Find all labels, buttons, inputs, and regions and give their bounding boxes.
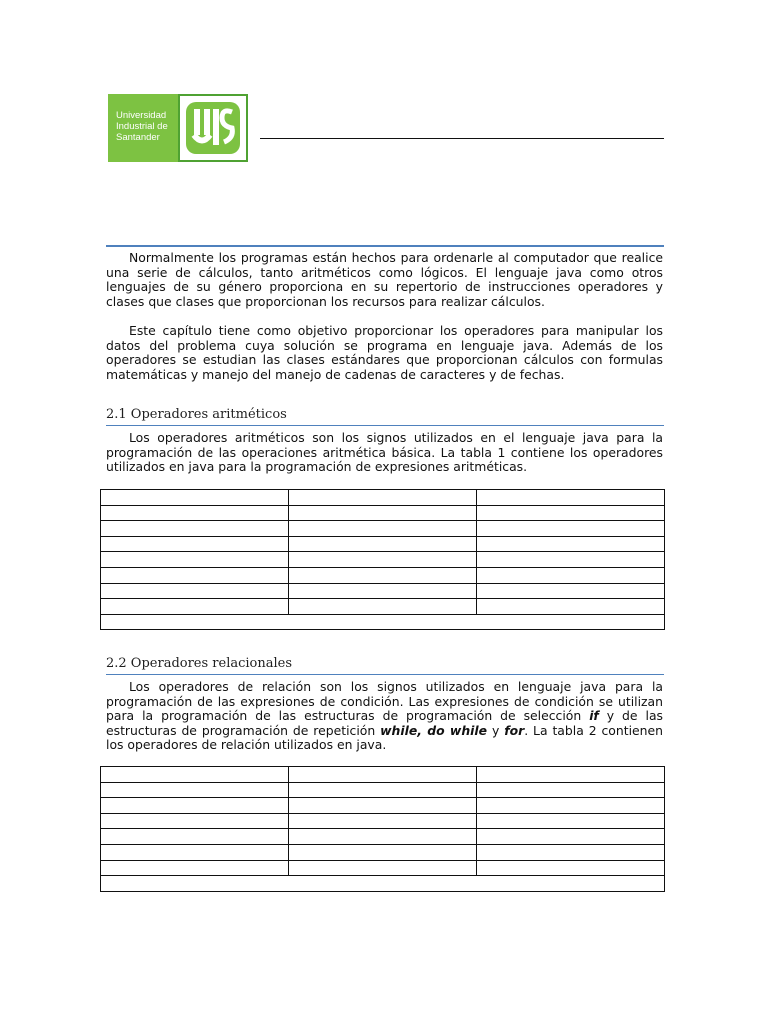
section-2-text-mid-2: y xyxy=(487,722,505,738)
table-cell xyxy=(101,521,289,537)
uis-emblem xyxy=(178,94,248,162)
section-1-heading: 2.1 Operadores aritméticos xyxy=(106,407,287,422)
table-row xyxy=(101,599,665,615)
table-row xyxy=(101,844,665,860)
keyword-for: for xyxy=(504,722,525,738)
table-cell xyxy=(477,767,665,783)
table-cell xyxy=(477,490,665,506)
table-cell xyxy=(289,521,477,537)
section-2-text-mid-1: y de las estructuras de programación de repetición xyxy=(106,708,663,738)
table-caption-cell xyxy=(101,614,665,630)
section-1-paragraph: Los operadores aritméticos son los signos utilizados en el lenguaje java para la programación de las operaciones aritmética básica. La tabla 1 contiene los operadores utilizados en java para la programación de expresiones aritméticas. xyxy=(106,430,663,475)
table-cell xyxy=(289,567,477,583)
section-2-heading-rule xyxy=(106,674,664,675)
table-cell xyxy=(477,567,665,583)
table-row xyxy=(101,813,665,829)
logo-line-2: Industrial de xyxy=(116,121,168,132)
table-cell xyxy=(289,844,477,860)
section-2-text-start: Los operadores de relación son los signos utilizados en lenguaje java para la programación de las expresiones de condición. Las expresiones de condición se utilizan para la programación de las estructuras de programación de selección xyxy=(106,679,663,724)
table-cell xyxy=(101,798,289,814)
table-cell xyxy=(101,505,289,521)
table-row xyxy=(101,829,665,845)
table-cell xyxy=(477,599,665,615)
table-cell xyxy=(101,782,289,798)
table-cell xyxy=(289,505,477,521)
table-caption-row xyxy=(101,614,665,630)
table-cell xyxy=(101,767,289,783)
section-2-heading: 2.2 Operadores relacionales xyxy=(106,656,293,671)
table-row xyxy=(101,767,665,783)
table-cell xyxy=(289,490,477,506)
table-row xyxy=(101,536,665,552)
table-cell xyxy=(101,536,289,552)
table-cell xyxy=(477,844,665,860)
university-logo xyxy=(108,94,248,162)
table-caption-cell xyxy=(101,876,665,892)
table-cell xyxy=(477,829,665,845)
table-cell xyxy=(477,552,665,568)
table-row xyxy=(101,521,665,537)
logo-text-block xyxy=(108,94,178,162)
header-rule xyxy=(260,138,664,139)
table-cell xyxy=(101,490,289,506)
table-cell xyxy=(477,798,665,814)
table-row xyxy=(101,860,665,876)
table-cell xyxy=(477,536,665,552)
table-cell xyxy=(101,860,289,876)
table-cell xyxy=(477,860,665,876)
keyword-while: while, do while xyxy=(380,722,488,738)
table-row xyxy=(101,782,665,798)
table-cell xyxy=(289,782,477,798)
table-cell xyxy=(289,599,477,615)
uis-emblem-icon xyxy=(180,96,246,160)
table-cell xyxy=(101,829,289,845)
logo-line-1: Universidad xyxy=(116,110,167,121)
section-2-text-end: . La tabla 2 contienen los operadores de relación utilizados en java. xyxy=(106,722,663,753)
section-top-rule xyxy=(106,245,664,247)
table-cell xyxy=(101,844,289,860)
table-relational-operators xyxy=(100,766,665,892)
section-2-paragraph xyxy=(106,680,663,753)
table-row xyxy=(101,583,665,599)
table-cell xyxy=(289,552,477,568)
table-row xyxy=(101,490,665,506)
keyword-if: if xyxy=(589,708,599,724)
section-1-heading-rule xyxy=(106,425,664,426)
table-row xyxy=(101,505,665,521)
logo-line-3: Santander xyxy=(116,132,160,143)
table-cell xyxy=(289,860,477,876)
table-cell xyxy=(289,583,477,599)
table-cell xyxy=(289,798,477,814)
table-row xyxy=(101,567,665,583)
table-cell xyxy=(477,521,665,537)
intro-paragraph-1: Normalmente los programas están hechos para ordenarle al computador que realice una serie de cálculos, tanto aritméticos como lógicos. El lenguaje java como otros lenguajes de su género proporciona en su repertorio de instrucciones operadores y clases que clases que proporcionan los recursos para realizar cálculos. xyxy=(106,250,663,309)
table-cell xyxy=(477,583,665,599)
table-cell xyxy=(101,552,289,568)
table-cell xyxy=(289,813,477,829)
table-arithmetic-operators xyxy=(100,489,665,630)
table-cell xyxy=(289,536,477,552)
table-caption-row xyxy=(101,876,665,892)
table-cell xyxy=(289,767,477,783)
table-cell xyxy=(101,567,289,583)
intro-paragraph-2: Este capítulo tiene como objetivo proporcionar los operadores para manipular los datos del problema cuya solución se programa en lenguaje java. Además de los operadores se estudian las clases estándares que proporcionan cálculos con formulas matemáticas y manejo del manejo de cadenas de caracteres y de fechas. xyxy=(106,323,663,382)
table-cell xyxy=(477,505,665,521)
table-cell xyxy=(289,829,477,845)
table-cell xyxy=(477,813,665,829)
table-cell xyxy=(101,599,289,615)
table-row xyxy=(101,552,665,568)
table-row xyxy=(101,798,665,814)
table-cell xyxy=(101,583,289,599)
table-cell xyxy=(101,813,289,829)
table-cell xyxy=(477,782,665,798)
